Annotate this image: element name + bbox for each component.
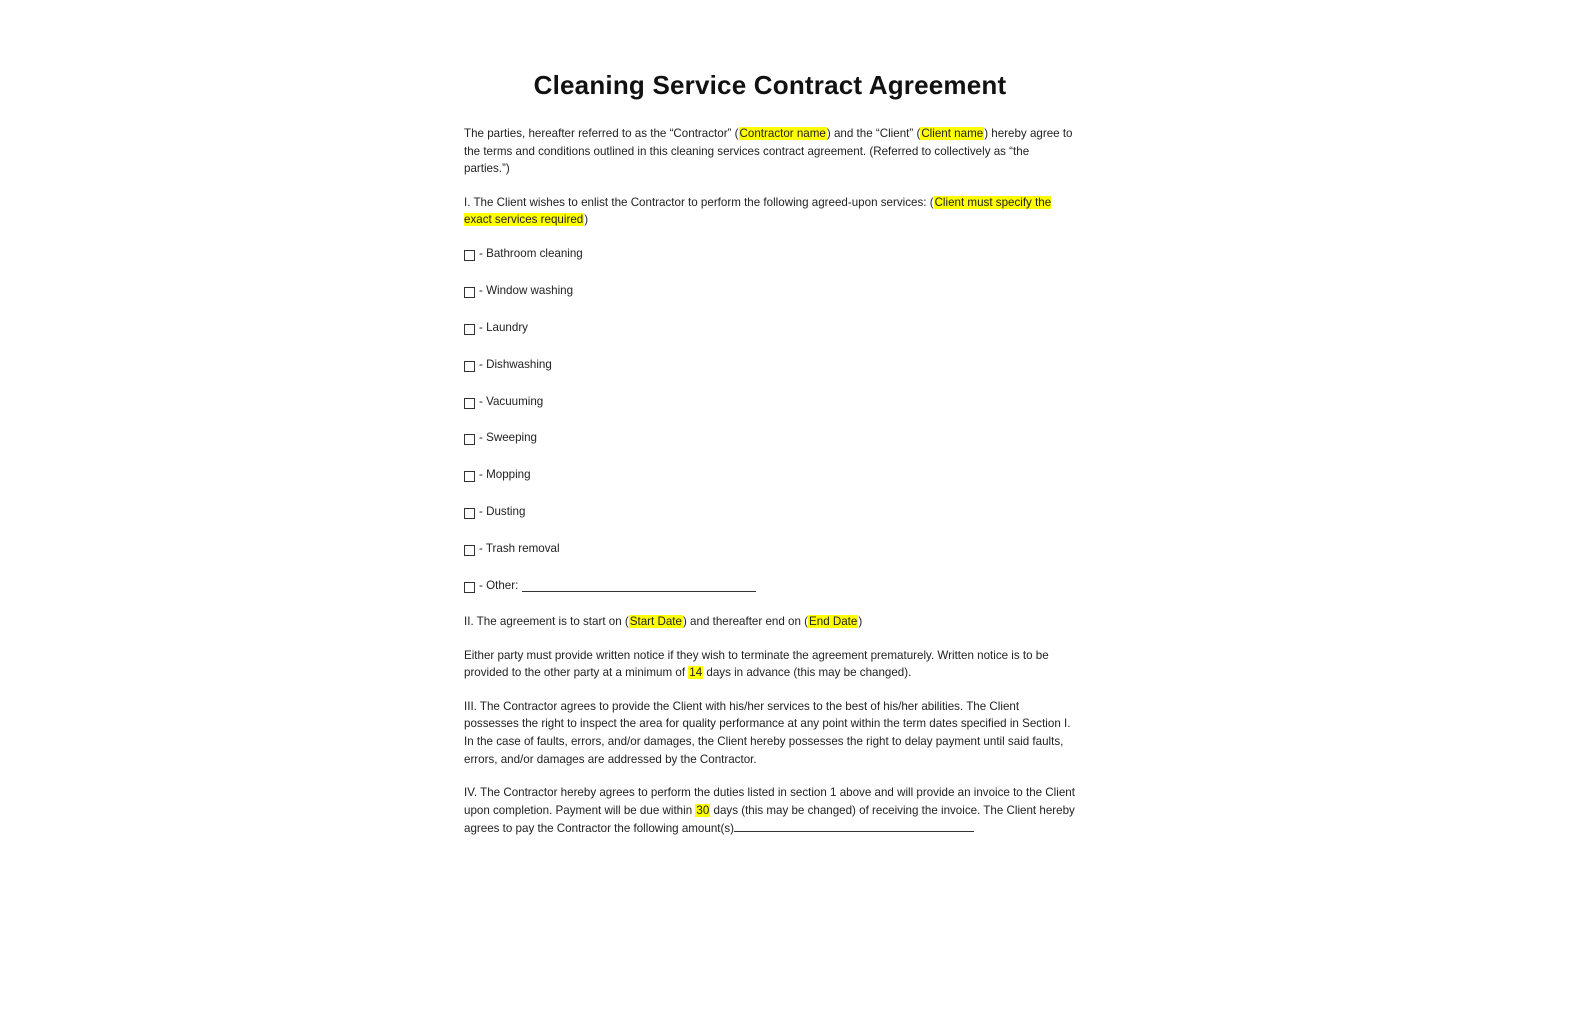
service-label: - Dishwashing <box>479 357 552 371</box>
section-4-text-2: days (this may be changed) of receiving the invoice. The Client hereby agrees to pay the Contractor the following amount(s) <box>464 803 1075 836</box>
section-3-paragraph: III. The Contractor agrees to provide the Client with his/her services to the best of his/her abilities. The Client possesses the right to inspect the area for quality performance at any point within the term dates specified in Section I. In the case of faults, errors, and/or damages, the Client hereby possesses the right to delay payment until said faults, errors, and/or damages are addressed by the Contractor. <box>464 699 1071 766</box>
end-date-field[interactable]: End Date <box>809 614 858 628</box>
checkbox-icon[interactable] <box>464 250 475 261</box>
section-1-text-1: I. The Client wishes to enlist the Contractor to perform the following agreed-upon services: ( <box>464 195 934 209</box>
termination-text-2: days in advance (this may be changed). <box>703 666 912 680</box>
service-item-window-washing[interactable] <box>464 284 1076 321</box>
document-page <box>464 70 1076 854</box>
service-label: - Vacuuming <box>479 394 544 408</box>
service-item-vacuuming[interactable] <box>464 395 1076 432</box>
termination-text-1: Either party must provide written notice if they wish to terminate the agreement prematurely. Written notice is to be provided to the other party at a minimum of <box>464 648 1049 680</box>
services-specify-field[interactable]: Client must specify the exact services required <box>464 195 1052 227</box>
service-label: - Dusting <box>479 505 526 519</box>
document-title: Cleaning Service Contract Agreement <box>533 70 1007 100</box>
intro-text-3: ) hereby agree to the terms and conditions outlined in this cleaning services contract agreement. (Referred to collectively as “the parties.”) <box>464 127 1073 176</box>
service-item-other[interactable] <box>464 579 1076 613</box>
start-date-field[interactable]: Start Date <box>629 614 682 628</box>
service-label: - Mopping <box>479 468 531 482</box>
intro-text-1: The parties, hereafter referred to as the “Contractor” ( <box>464 127 739 140</box>
checkbox-icon[interactable] <box>464 361 475 372</box>
section-2-text-2: ) and thereafter end on ( <box>682 614 809 628</box>
service-label: - Laundry <box>479 320 528 334</box>
service-label: - Sweeping <box>479 431 538 445</box>
amount-blank-field[interactable] <box>734 819 974 832</box>
intro-text-2: ) and the “Client” ( <box>826 127 921 140</box>
service-label: - Trash removal <box>479 542 560 556</box>
other-service-blank-field[interactable] <box>522 579 756 592</box>
checkbox-icon[interactable] <box>464 471 475 482</box>
contractor-name-field[interactable]: Contractor name <box>739 127 826 140</box>
termination-paragraph <box>464 647 1076 682</box>
service-item-trash-removal[interactable] <box>464 542 1076 579</box>
checkbox-icon[interactable] <box>464 545 475 556</box>
service-label: - Window washing <box>479 283 574 297</box>
section-2-text-1: II. The agreement is to start on ( <box>464 614 629 628</box>
section-2-paragraph <box>464 613 1076 631</box>
intro-paragraph <box>464 125 1076 178</box>
section-4-paragraph <box>464 784 1076 838</box>
checkbox-icon[interactable] <box>464 434 475 445</box>
checkbox-icon[interactable] <box>464 324 475 335</box>
service-item-laundry[interactable] <box>464 321 1076 358</box>
checkbox-icon[interactable] <box>464 508 475 519</box>
service-item-bathroom-cleaning[interactable] <box>464 247 1076 284</box>
service-item-dishwashing[interactable] <box>464 358 1076 395</box>
service-item-dusting[interactable] <box>464 505 1076 542</box>
services-checklist <box>464 247 1076 613</box>
section-2-text-3: ) <box>858 614 863 628</box>
checkbox-icon[interactable] <box>464 287 475 298</box>
section-4-text-1: IV. The Contractor hereby agrees to perform the duties listed in section 1 above and will provide an invoice to the Client upon completion. Payment will be due within <box>464 786 1075 817</box>
section-1-text-2: ) <box>584 213 589 227</box>
section-1-paragraph <box>464 194 1076 229</box>
service-item-mopping[interactable] <box>464 468 1076 505</box>
payment-days-field[interactable]: 30 <box>696 803 710 817</box>
checkbox-icon[interactable] <box>464 398 475 409</box>
client-name-field[interactable]: Client name <box>921 127 984 140</box>
service-label: - Bathroom cleaning <box>479 246 583 260</box>
notice-days-field[interactable]: 14 <box>689 666 703 680</box>
service-label: - Other: <box>479 578 519 592</box>
checkbox-icon[interactable] <box>464 582 475 593</box>
service-item-sweeping[interactable] <box>464 431 1076 468</box>
